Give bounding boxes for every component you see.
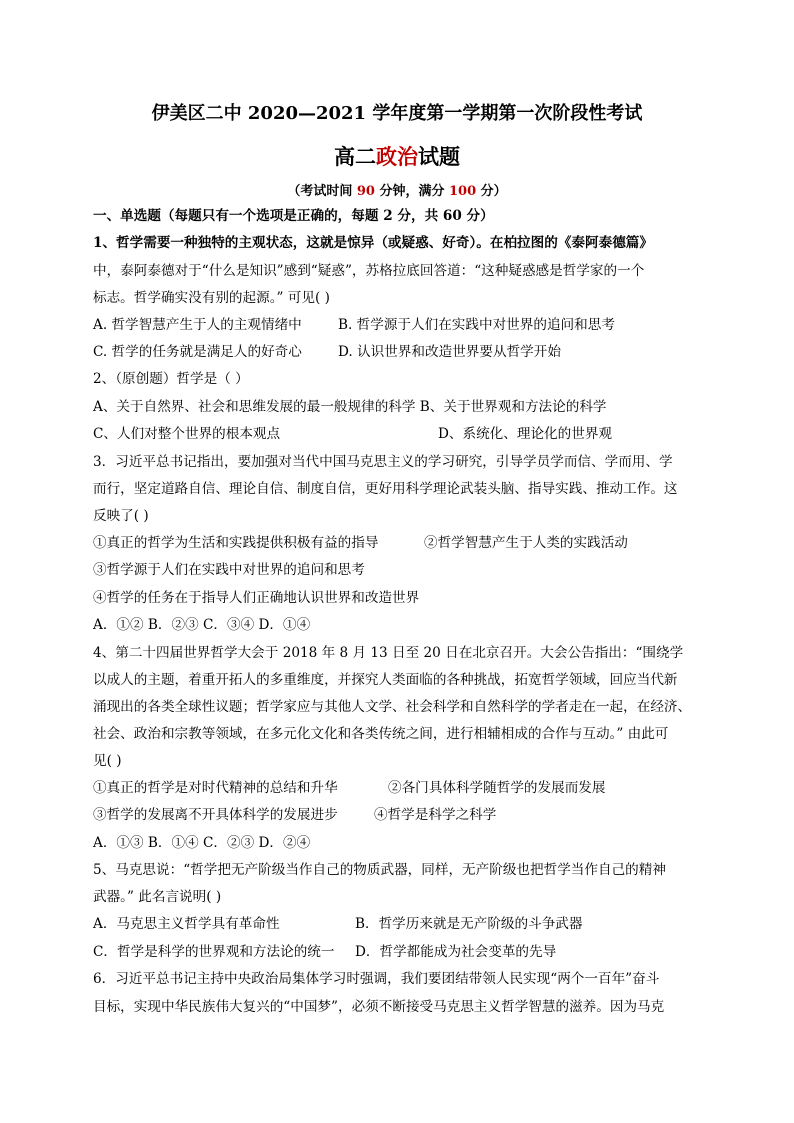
q4-item-1: ①真正的哲学是对时代精神的总结和升华 [93,780,338,796]
q3-options: A．①② B．②③ C．③④ D．①④ [93,617,311,633]
q5-option-c: C．哲学是科学的世界观和方法论的统一 [93,944,335,960]
q1-line3: 标志。哲学确实没有别的起源。” 可见( ) [93,290,330,306]
q3-item-1: ①真正的哲学为生活和实践提供积极有益的指导 [93,535,379,551]
q4-item-3: ③哲学的发展离不开具体科学的发展进步 [93,807,338,823]
q4-line3: 涌现出的各类全球性议题；哲学家应与其他人文学、社会科学和自然科学的学者走在一起，在经济、 [93,699,692,715]
q1-option-a: A. 哲学智慧产生于人的主观情绪中 [93,317,302,333]
q3-line3: 反映了( ) [93,508,149,524]
q4-line1: 4、第二十四届世界哲学大会于 2018 年 8 月 13 日至 20 日在北京召开。大会公告指出：“围绕学 [93,645,684,661]
q2-stem: 2、（原创题）哲学是（ ） [93,371,249,387]
q1-option-b: B. 哲学源于人们在实践中对世界的追问和思考 [338,317,615,333]
q4-item-2: ②各门具体科学随哲学的发展而发展 [388,780,606,796]
subject-title: 高二政治试题 [334,144,460,169]
q4-line2: 以成人的主题，着重开拓人的多重维度，并探究人类面临的各种挑战，拓宽哲学领域，回应当代新 [93,672,678,688]
q1-option-c: C. 哲学的任务就是满足人的好奇心 [93,344,302,360]
q2-option-d: D、系统化、理论化的世界观 [438,426,613,442]
q3-item-4: ④哲学的任务在于指导人们正确地认识世界和改造世界 [93,590,420,606]
q1-line2: 中，泰阿泰德对于“什么是知识”感到“疑惑”，苏格拉底回答道：“这种疑惑感是哲学家的一个 [93,263,645,279]
q5-option-d: D．哲学都能成为社会变革的先导 [355,944,557,960]
q5-option-a: A．马克思主义哲学具有革命性 [93,916,280,932]
q2-options-ab: A、关于自然界、社会和思维发展的最一般规律的科学 B、关于世界观和方法论的科学 [93,399,607,415]
q4-line4: 社会、政治和宗教等领域，在多元化文化和各类传统之间，进行相辅相成的合作与互动。” 由此可 [93,726,669,742]
q4-options: A．①③ B．①④ C．②③ D．②④ [93,835,311,851]
q4-item-4: ④哲学是科学之科学 [374,807,497,823]
q5-line1: 5、马克思说：“哲学把无产阶级当作自己的物质武器，同样，无产阶级也把哲学当作自己的精神 [93,862,666,878]
q3-line2: 而行，坚定道路自信、理论自信、制度自信，更好用科学理论武装头脑、指导实践、推动工作。这 [93,481,678,497]
q2-option-c: C、人们对整个世界的根本观点 [93,426,281,442]
exam-title: 伊美区二中 2020—2021 学年度第一学期第一次阶段性考试 [151,103,643,124]
q1-line1: 1、哲学需要一种独特的主观状态，这就是惊异（或疑惑、好奇）。在柏拉图的《泰阿泰德篇》 [93,235,653,251]
q5-line2: 武器。” 此名言说明( ) [93,889,222,905]
exam-info: （考试时间 90 分钟，满分 100 分） [287,184,507,199]
section-heading: 一、单选题（每题只有一个选项是正确的，每题 2 分，共 60 分） [93,208,494,224]
q3-item-3: ③哲学源于人们在实践中对世界的追问和思考 [93,562,365,578]
q6-line1: 6．习近平总书记主持中央政治局集体学习时强调，我们要团结带领人民实现“两个一百年”奋斗 [93,971,660,987]
q3-line1: 3．习近平总书记指出，要加强对当代中国马克思主义的学习研究，引导学员学而信、学而用、学 [93,454,673,470]
q3-item-2: ②哲学智慧产生于人类的实践活动 [424,535,628,551]
q6-line2: 目标，实现中华民族伟大复兴的“中国梦”，必须不断接受马克思主义哲学智慧的滋养。因为马克 [93,999,665,1015]
q4-line5: 见( ) [93,753,122,769]
q1-option-d: D. 认识世界和改造世界要从哲学开始 [338,344,561,360]
q5-option-b: B．哲学历来就是无产阶级的斗争武器 [355,916,583,932]
